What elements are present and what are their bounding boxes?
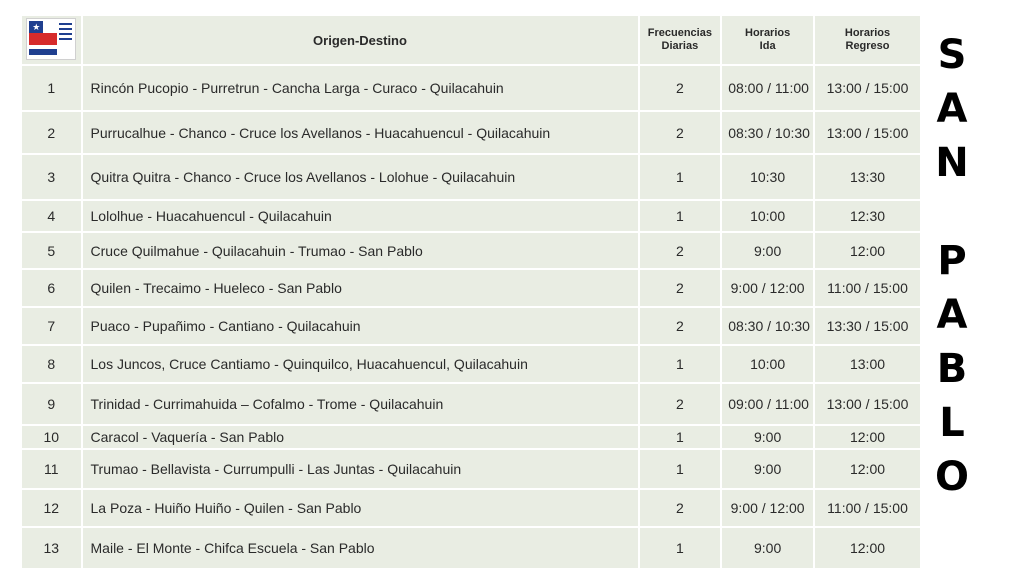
row-number: 2 xyxy=(22,112,81,153)
table-row xyxy=(22,66,920,110)
return-time-cell: 13:00 xyxy=(815,346,920,382)
table-row xyxy=(22,450,920,488)
row-number: 8 xyxy=(22,346,81,382)
table-row xyxy=(22,308,920,344)
frequency-cell: 2 xyxy=(640,233,721,268)
route-cell: Quilen - Trecaimo - Hueleco - San Pablo xyxy=(83,270,638,306)
side-title-letter: O xyxy=(934,454,969,500)
route-cell: Maile - El Monte - Chifca Escuela - San Pablo xyxy=(83,528,638,568)
return-time-cell: 12:30 xyxy=(815,201,920,231)
route-cell: Lololhue - Huacahuencul - Quilacahuin xyxy=(83,201,638,231)
government-of-chile-logo-icon: ★ xyxy=(26,18,76,60)
header-frequency xyxy=(640,16,721,64)
header-return xyxy=(815,16,920,64)
route-cell: Rincón Pucopio - Purretrun - Cancha Larga - Curaco - Quilacahuin xyxy=(83,66,638,110)
return-time-cell: 13:30 / 15:00 xyxy=(815,308,920,344)
departure-time-cell: 9:00 xyxy=(722,426,813,448)
route-cell: Puaco - Pupañimo - Cantiano - Quilacahuin xyxy=(83,308,638,344)
table-row xyxy=(22,384,920,424)
return-time-cell: 13:00 / 15:00 xyxy=(815,112,920,153)
departure-time-cell: 9:00 xyxy=(722,233,813,268)
departure-time-cell: 10:00 xyxy=(722,201,813,231)
frequency-cell: 2 xyxy=(640,308,721,344)
logo-cell xyxy=(22,16,81,64)
row-number: 5 xyxy=(22,233,81,268)
route-cell: Los Juncos, Cruce Cantiamo - Quinquilco, Huacahuencul, Quilacahuin xyxy=(83,346,638,382)
departure-time-cell: 9:00 xyxy=(722,450,813,488)
header-departure xyxy=(722,16,813,64)
side-title-letter: P xyxy=(937,238,967,284)
route-cell: La Poza - Huiño Huiño - Quilen - San Pablo xyxy=(83,490,638,526)
frequency-cell: 1 xyxy=(640,346,721,382)
header-departure-line2: Ida xyxy=(759,40,776,52)
row-number: 11 xyxy=(22,450,81,488)
table-row xyxy=(22,155,920,199)
header-frequency-line2: Diarias xyxy=(661,40,699,52)
frequency-cell: 1 xyxy=(640,155,721,199)
row-number: 6 xyxy=(22,270,81,306)
frequency-cell: 2 xyxy=(640,490,721,526)
schedule-table xyxy=(20,14,922,570)
frequency-cell: 2 xyxy=(640,270,721,306)
table-header-row xyxy=(22,16,920,64)
frequency-cell: 1 xyxy=(640,528,721,568)
frequency-cell: 2 xyxy=(640,384,721,424)
side-title-letter: N xyxy=(935,140,969,186)
frequency-cell: 1 xyxy=(640,450,721,488)
header-departure-line1: Horarios xyxy=(745,27,791,39)
header-frequency-line1: Frecuencias xyxy=(647,27,712,39)
return-time-cell: 12:00 xyxy=(815,528,920,568)
route-cell: Cruce Quilmahue - Quilacahuin - Trumao - San Pablo xyxy=(83,233,638,268)
table-row xyxy=(22,233,920,268)
return-time-cell: 13:00 / 15:00 xyxy=(815,66,920,110)
header-return-line2: Regreso xyxy=(845,40,890,52)
row-number: 12 xyxy=(22,490,81,526)
departure-time-cell: 08:00 / 11:00 xyxy=(722,66,813,110)
departure-time-cell: 9:00 / 12:00 xyxy=(722,490,813,526)
row-number: 4 xyxy=(22,201,81,231)
table-row xyxy=(22,201,920,231)
departure-time-cell: 08:30 / 10:30 xyxy=(722,112,813,153)
return-time-cell: 13:00 / 15:00 xyxy=(815,384,920,424)
frequency-cell: 2 xyxy=(640,112,721,153)
side-title-san-pablo xyxy=(928,28,976,504)
return-time-cell: 11:00 / 15:00 xyxy=(815,270,920,306)
route-cell: Trumao - Bellavista - Currumpulli - Las Juntas - Quilacahuin xyxy=(83,450,638,488)
return-time-cell: 11:00 / 15:00 xyxy=(815,490,920,526)
side-title-letter: A xyxy=(936,292,968,338)
table-row xyxy=(22,490,920,526)
return-time-cell: 12:00 xyxy=(815,450,920,488)
route-cell: Caracol - Vaquería - San Pablo xyxy=(83,426,638,448)
schedule-table-container xyxy=(20,14,922,555)
frequency-cell: 1 xyxy=(640,201,721,231)
return-time-cell: 12:00 xyxy=(815,426,920,448)
return-time-cell: 13:30 xyxy=(815,155,920,199)
return-time-cell: 12:00 xyxy=(815,233,920,268)
frequency-cell: 1 xyxy=(640,426,721,448)
table-row xyxy=(22,112,920,153)
departure-time-cell: 09:00 / 11:00 xyxy=(722,384,813,424)
departure-time-cell: 9:00 / 12:00 xyxy=(722,270,813,306)
departure-time-cell: 9:00 xyxy=(722,528,813,568)
row-number: 10 xyxy=(22,426,81,448)
side-title-letter: S xyxy=(937,32,967,78)
departure-time-cell: 08:30 / 10:30 xyxy=(722,308,813,344)
side-title-letter: A xyxy=(936,86,968,132)
row-number: 1 xyxy=(22,66,81,110)
header-return-line1: Horarios xyxy=(844,27,891,39)
departure-time-cell: 10:30 xyxy=(722,155,813,199)
row-number: 13 xyxy=(22,528,81,568)
row-number: 3 xyxy=(22,155,81,199)
table-row xyxy=(22,346,920,382)
row-number: 7 xyxy=(22,308,81,344)
header-route: Origen-Destino xyxy=(83,16,638,64)
route-cell: Purrucalhue - Chanco - Cruce los Avellanos - Huacahuencul - Quilacahuin xyxy=(83,112,638,153)
side-title-letter: B xyxy=(936,346,968,392)
route-cell: Quitra Quitra - Chanco - Cruce los Avellanos - Lolohue - Quilacahuin xyxy=(83,155,638,199)
table-row xyxy=(22,270,920,306)
row-number: 9 xyxy=(22,384,81,424)
side-title-letter: L xyxy=(939,400,965,446)
frequency-cell: 2 xyxy=(640,66,721,110)
table-row xyxy=(22,426,920,448)
departure-time-cell: 10:00 xyxy=(722,346,813,382)
table-row xyxy=(22,528,920,568)
route-cell: Trinidad - Currimahuida – Cofalmo - Trome - Quilacahuin xyxy=(83,384,638,424)
